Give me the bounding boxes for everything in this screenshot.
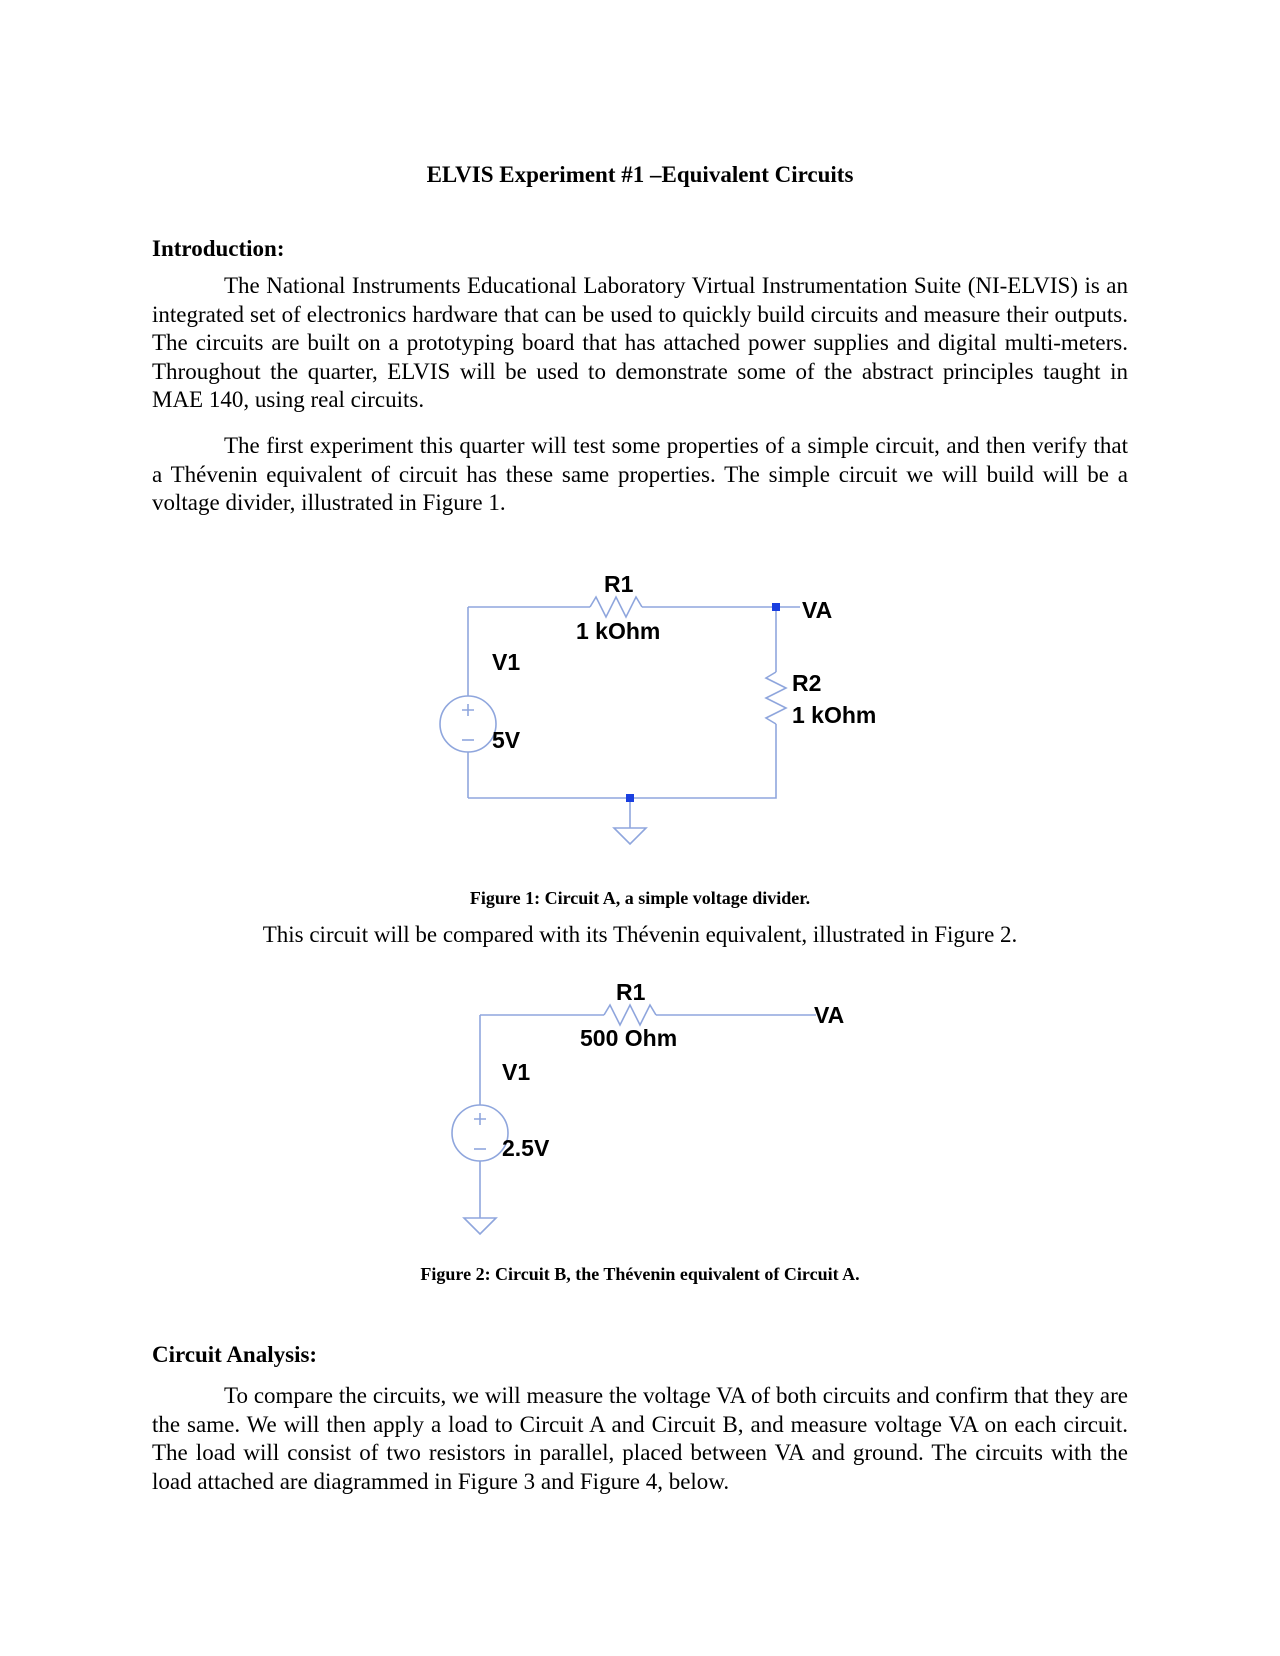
resistor-r2-symbol (766, 672, 786, 724)
r1-value-label: 1 kOhm (576, 618, 661, 644)
analysis-paragraph-1: To compare the circuits, we will measure the voltage VA of both circuits and confirm that they are the same. We will then apply a load to Circuit A and Circuit B, and measure voltage VA on each circuit. The load will consist of two resistors in parallel, placed between VA and ground. The circuits with the load attached are diagrammed in Figure 3 and Figure 4, below. (152, 1383, 1128, 1494)
intro-paragraph-1: The National Instruments Educational Laboratory Virtual Instrumentation Suite (NI-ELVIS) is an integrated set of electronics hardware that can be used to quickly build circuits and measure their outputs. The circuits are built on a prototyping board that has attached power supplies and digital multi-meters. Throughout the quarter, ELVIS will be used to demonstrate some of the abstract principles taught in MAE 140, using real circuits. (152, 273, 1128, 412)
v1-name-label: V1 (492, 649, 521, 675)
v1-value-label: 5V (492, 727, 521, 753)
resistor-r1-symbol (604, 1005, 656, 1025)
voltage-source-v1-symbol (440, 696, 496, 752)
node-ground-marker (626, 794, 634, 802)
introduction-heading: Introduction: (152, 236, 285, 261)
figure-transition-text: This circuit will be compared with its Thévenin equivalent, illustrated in Figure 2. (262, 922, 1018, 947)
va-label: VA (802, 597, 833, 623)
figure-2-caption: Figure 2: Circuit B, the Thévenin equivalent of Circuit A. (420, 1264, 860, 1284)
resistor-r1-symbol (590, 597, 642, 617)
voltage-source-v1-symbol (452, 1105, 508, 1161)
r1-name-label: R1 (604, 571, 634, 597)
node-va-marker (772, 603, 780, 611)
page-title: ELVIS Experiment #1 –Equivalent Circuits (426, 162, 854, 187)
figure-2-circuit-diagram (0, 970, 1280, 1240)
figure-1-caption: Figure 1: Circuit A, a simple voltage divider. (469, 888, 811, 908)
circuit-analysis-heading: Circuit Analysis: (152, 1342, 318, 1367)
v1-name-label: V1 (502, 1059, 531, 1085)
intro-paragraph-2: The first experiment this quarter will test some properties of a simple circuit, and then verify that a Thévenin equivalent of circuit has these same properties. The simple circuit we will build will be a voltage divider, illustrated in Figure 1. (152, 433, 1128, 515)
r1-value-label: 500 Ohm (580, 1025, 678, 1051)
r2-value-label: 1 kOhm (792, 702, 877, 728)
v1-value-label: 2.5V (502, 1135, 550, 1161)
ground-symbol (464, 1218, 496, 1234)
r2-name-label: R2 (792, 670, 822, 696)
figure-1-circuit-diagram (0, 560, 1280, 850)
va-label: VA (814, 1002, 845, 1028)
r1-name-label: R1 (616, 979, 646, 1005)
ground-symbol (614, 828, 646, 844)
